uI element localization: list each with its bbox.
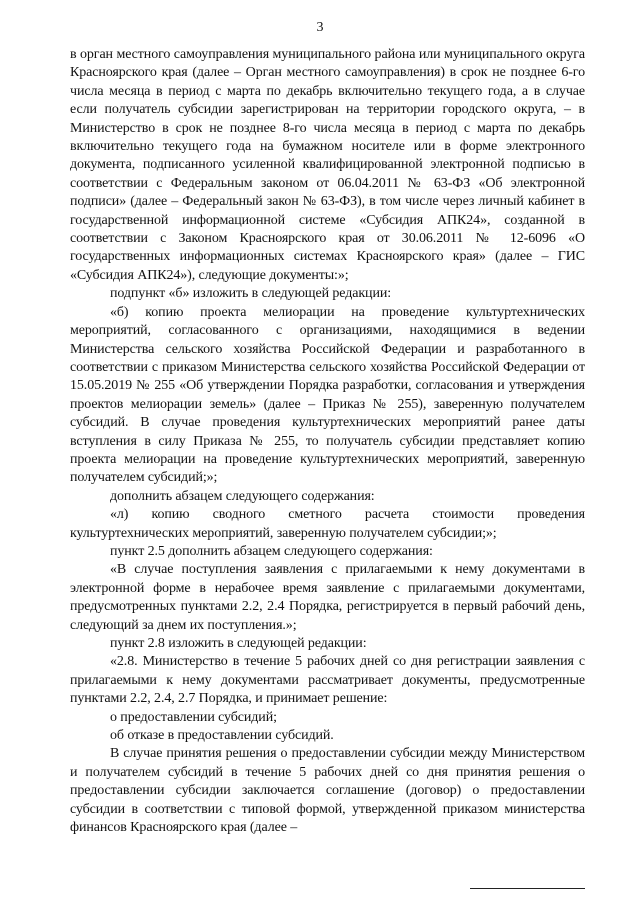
- page-number: 3: [316, 20, 324, 35]
- paragraph-point-2-8-text: «2.8. Министерство в течение 5 рабочих дней со дня регистрации заявления с прилагаемыми к нему документами рассматривает документы, предусмотренные пунктами 2.2, 2.4, 2.7 Порядка, и принимает решение:: [70, 654, 585, 707]
- paragraph-subitem-l-text: «л) копию сводного сметного расчета стоимости проведения культуртехнических мероприятий, заверенную получателем субсидии;»;: [70, 507, 585, 541]
- paragraph-agreement: В случае принятия решения о предоставлении субсидии между Министерством и получателем субсидий в течение 5 рабочих дней со дня принятия решения о предоставлении субсидии заключается соглашение (договор) о предоставлении субсидии в соответствии с типовой формой, утвержденной приказом министерства финансов Красноярского края (далее –: [70, 746, 585, 836]
- paragraph-decision-refuse: об отказе в предоставлении субсидий.: [110, 728, 334, 744]
- paragraph-point-2-5-text: «В случае поступления заявления с прилагаемыми к нему документами в электронной форме в нерабочее время заявление с прилагаемыми документами, предусмотренных пунктами 2.2, 2.4 Порядка, регистрируется в первый рабочий день, следующий за днем их поступления.»;: [70, 562, 585, 633]
- paragraph-subitem-b-text: «б) копию проекта мелиорации на проведение культуртехнических мероприятий, согласованного с организациями, находящимися в ведении Министерства сельского хозяйства Российской Федерации и разработанного в соответствии с приказом Министерства сельского хозяйства Российской Федерации от 15.05.2019 № 255 «Об утверждении Порядка разработки, согласования и утверждения проектов мелиорации земель» (далее – Приказ № 255), заверенную получателем субсидий. В случае проведения культуртехнических мероприятий ранее даты вступления в силу Приказа № 255, то получатель субсидии представляет копию проекта мелиорации на проведение культуртехнических мероприятий, заверенную получателем субсидий;»;: [70, 304, 585, 486]
- document-body: [70, 46, 585, 837]
- paragraph-add-clause-instruction: дополнить абзацем следующего содержания:: [110, 488, 375, 504]
- footnote-divider: [470, 888, 585, 889]
- paragraph-point-2-8-instruction: пункт 2.8 изложить в следующей редакции:: [110, 636, 367, 651]
- paragraph-decision-grant: о предоставлении субсидий;: [110, 709, 277, 725]
- paragraph-intro: в орган местного самоуправления муниципального района или муниципального округа Красноярского края (далее – Орган местного самоуправления) в срок не позднее 6-го числа месяца в период с марта по декабрь включительно текущего года, а в случае если получатель субсидии зарегистрирован на территории городского округа, – в Министерство в срок не позднее 8-го числа месяца в период с марта по декабрь включительно текущего года на бумажном носителе или в форме электронного документа, подписанного усиленной квалифицированной электронной подписью в соответствии с Федеральным законом от 06.04.2011 № 63-ФЗ «Об электронной подписи» (далее – Федеральный закон № 63-ФЗ), в том числе через личный кабинет в государственной информационной системе «Субсидия АПК24», созданной в соответствии с Законом Красноярского края от 30.06.2011 № 12-6096 «О государственных информационных системах Красноярского края» (далее – ГИС «Субсидия АПК24»), следующие документы:»;: [70, 47, 585, 283]
- paragraph-point-2-5-instruction: пункт 2.5 дополнить абзацем следующего содержания:: [110, 543, 433, 559]
- paragraph-subitem-b-instruction: подпункт «б» изложить в следующей редакции:: [110, 286, 392, 302]
